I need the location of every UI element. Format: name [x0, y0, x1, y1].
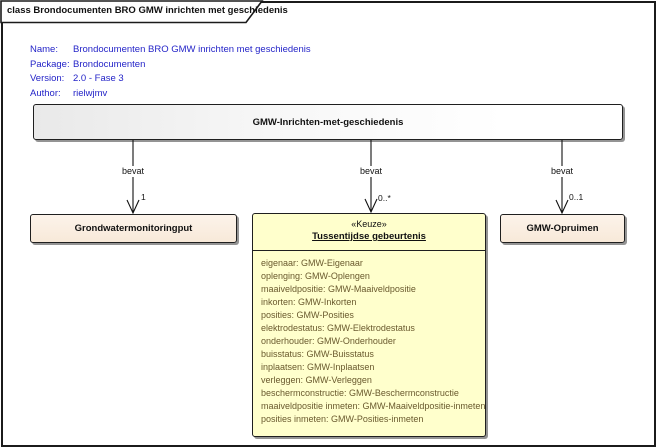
class-name: GMW-Opruimen	[526, 223, 599, 234]
metadata-value: Brondocumenten	[73, 58, 146, 70]
class-box-grondwatermonitoringput	[30, 214, 237, 243]
class-header	[253, 214, 485, 251]
metadata-value: 2.0 - Fase 3	[73, 73, 124, 84]
attribute-item: oplenging: GMW-Oplengen	[261, 271, 370, 281]
attribute-item: eigenaar: GMW-Eigenaar	[261, 258, 363, 268]
class-name: Grondwatermonitoringput	[74, 223, 193, 234]
class-box-gmw-opruimen	[500, 214, 625, 243]
attribute-item: inkorten: GMW-Inkorten	[261, 297, 357, 307]
metadata-row-package	[30, 58, 311, 73]
connector-label-bevat-left: bevat	[121, 166, 145, 176]
metadata-value: Brondocumenten BRO GMW inrichten met geschiedenis	[73, 44, 311, 55]
stereotype-label: «Keuze»	[351, 219, 387, 229]
metadata-label: Name:	[30, 44, 58, 55]
attribute-item: verleggen: GMW-Verleggen	[261, 375, 372, 385]
diagram-tab-title: class Brondocumenten BRO GMW inrichten met geschiedenis	[7, 5, 288, 16]
metadata-value: rielwjmv	[73, 87, 108, 99]
attribute-item: maaiveldpositie inmeten: GMW-Maaiveldpositie-inmeten	[261, 401, 486, 411]
class-box-gmw-inrichten-met-geschiedenis	[33, 104, 623, 140]
attribute-item: elektrodestatus: GMW-Elektrodestatus	[261, 323, 415, 333]
attribute-item: beschermconstructie: GMW-Beschermconstructie	[261, 388, 459, 398]
connector-label-bevat-middle: bevat	[359, 166, 383, 176]
metadata-row-version	[30, 72, 311, 87]
diagram-metadata	[30, 43, 311, 101]
attribute-list	[253, 251, 485, 426]
metadata-label: Package:	[30, 58, 70, 70]
connector-label-bevat-right: bevat	[550, 166, 574, 176]
attribute-item: maaiveldpositie: GMW-Maaiveldpositie	[261, 284, 416, 294]
attribute-item: inplaatsen: GMW-Inplaatsen	[261, 362, 375, 372]
metadata-label: Author:	[30, 87, 61, 99]
metadata-label: Version:	[30, 73, 65, 84]
attribute-item: posities inmeten: GMW-Posities-inmeten	[261, 414, 424, 424]
attribute-item: onderhouder: GMW-Onderhouder	[261, 336, 396, 346]
class-box-tussentijdse-gebeurtenis	[252, 213, 486, 437]
multiplicity-label-right: 0..1	[569, 192, 584, 202]
attribute-item: buisstatus: GMW-Buisstatus	[261, 349, 374, 359]
metadata-row-author	[30, 87, 311, 102]
multiplicity-label-middle: 0..*	[378, 193, 391, 203]
attribute-item: posities: GMW-Posities	[261, 310, 354, 320]
class-name: Tussentijdse gebeurtenis	[312, 231, 426, 242]
multiplicity-label-left: 1	[141, 192, 146, 202]
class-name: GMW-Inrichten-met-geschiedenis	[252, 116, 404, 128]
metadata-row-name	[30, 43, 311, 58]
